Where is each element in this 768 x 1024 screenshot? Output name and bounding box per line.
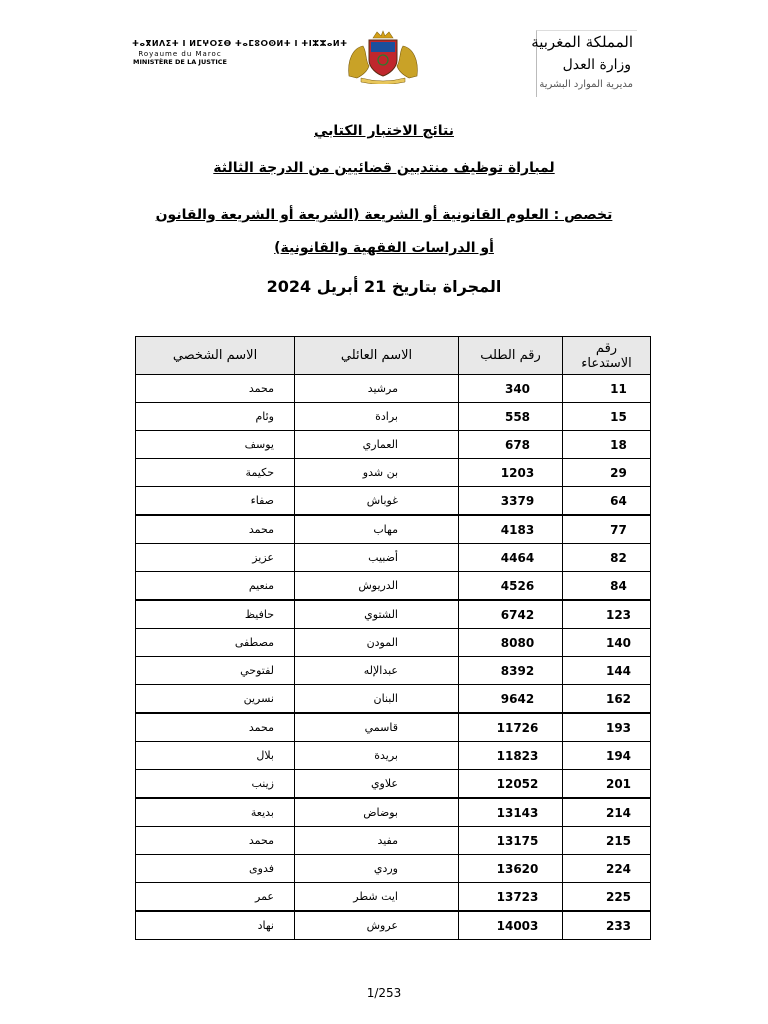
first-name-cell: عزيز [136,544,295,572]
table-row [136,713,651,742]
convocation-number-cell: 84 [563,572,651,601]
family-name-cell: بريدة [295,742,459,770]
ministry-text: وزارة العدل [562,57,631,73]
table-row [136,629,651,657]
convocation-number-cell: 201 [563,770,651,799]
family-name-cell: قاسمي [295,713,459,742]
first-name-cell: فدوى [136,855,295,883]
request-number-cell: 14003 [459,911,563,940]
first-name-cell: يوسف [136,431,295,459]
table-row [136,403,651,431]
first-name-cell: محمد [136,515,295,544]
convocation-number-cell: 11 [563,375,651,403]
first-name-cell: محمد [136,713,295,742]
family-name-cell: مهاب [295,515,459,544]
request-number-cell: 4526 [459,572,563,601]
first-name-cell: عمر [136,883,295,912]
family-name-cell: الدريوش [295,572,459,601]
request-number-cell: 13143 [459,798,563,827]
request-number-cell: 340 [459,375,563,403]
family-name-cell: العماري [295,431,459,459]
request-number-cell: 13620 [459,855,563,883]
family-name-cell: المودن [295,629,459,657]
request-number-cell: 6742 [459,600,563,629]
convocation-number-cell: 225 [563,883,651,912]
directorate-text: مديرية الموارد البشرية [539,79,633,90]
family-name-cell: الشتوي [295,600,459,629]
family-name-cell: مفيد [295,827,459,855]
first-name-cell: محمد [136,375,295,403]
first-name-cell: حكيمة [136,459,295,487]
family-name-cell: البنان [295,685,459,714]
request-number-cell: 4183 [459,515,563,544]
first-name-cell: بديعة [136,798,295,827]
request-number-cell: 11823 [459,742,563,770]
convocation-number-cell: 224 [563,855,651,883]
table-row [136,657,651,685]
table-row [136,375,651,403]
ministry-header-right [531,30,637,97]
convocation-number-cell: 140 [563,629,651,657]
table-row [136,487,651,516]
family-name-cell: عروش [295,911,459,940]
convocation-number-cell: 193 [563,713,651,742]
convocation-number-cell: 214 [563,798,651,827]
convocation-number-cell: 29 [563,459,651,487]
table-row [136,855,651,883]
title-specialty: تخصص : العلوم القانونية أو الشريعة (الشريعة أو الشريعة والقانون [155,207,613,223]
results-table [135,336,651,940]
family-name-cell: غوباش [295,487,459,516]
first-name-cell: نسرين [136,685,295,714]
royaume-text: Royaume du Maroc [138,50,222,58]
first-name-cell: لفتوحي [136,657,295,685]
convocation-number-cell: 77 [563,515,651,544]
family-name-cell: عبدالإله [295,657,459,685]
table-header-row [136,337,651,375]
convocation-number-cell: 82 [563,544,651,572]
ministere-text: MINISTÈRE DE LA JUSTICE [133,58,227,66]
title-results: نتائج الاختبار الكتابي [314,123,454,139]
convocation-number-cell: 215 [563,827,651,855]
table-row [136,515,651,544]
first-name-cell: زينب [136,770,295,799]
convocation-number-cell: 15 [563,403,651,431]
convocation-number-cell: 144 [563,657,651,685]
request-number-cell: 8392 [459,657,563,685]
first-name-cell: محمد [136,827,295,855]
table-row [136,827,651,855]
table-row [136,572,651,601]
table-row [136,459,651,487]
family-name-cell: برادة [295,403,459,431]
header-family-name: الاسم العائلي [295,337,459,375]
request-number-cell: 3379 [459,487,563,516]
family-name-cell: مرشيد [295,375,459,403]
header-request-number: رقم الطلب [459,337,563,375]
first-name-cell: مصطفى [136,629,295,657]
convocation-number-cell: 123 [563,600,651,629]
kingdom-text: المملكة المغربية [531,33,633,51]
title-specialty-cont: أو الدراسات الفقهية والقانونية) [274,240,494,256]
page-number: 1/253 [366,986,402,1000]
tifinagh-text: ⵜⴰⴳⵍⴷⵉⵜ ⵏ ⵍⵎⵖⵔⵉⴱ ⵜⴰⵎⵓⵔⵙⵍⵜ ⵏ ⵜⵏⵣⵣⴰⵍⵜ [132,39,348,48]
convocation-number-cell: 64 [563,487,651,516]
request-number-cell: 9642 [459,685,563,714]
family-name-cell: بوضاض [295,798,459,827]
family-name-cell: علاوي [295,770,459,799]
request-number-cell: 1203 [459,459,563,487]
first-name-cell: منعيم [136,572,295,601]
table-row [136,600,651,629]
convocation-number-cell: 233 [563,911,651,940]
table-row [136,431,651,459]
table-row [136,770,651,799]
request-number-cell: 13723 [459,883,563,912]
table-row [136,883,651,912]
request-number-cell: 678 [459,431,563,459]
header-first-name: الاسم الشخصي [136,337,295,375]
coat-of-arms-emblem [343,30,423,84]
convocation-number-cell: 162 [563,685,651,714]
request-number-cell: 558 [459,403,563,431]
first-name-cell: حافيظ [136,600,295,629]
family-name-cell: أضبيب [295,544,459,572]
table-row [136,911,651,940]
table-row [136,685,651,714]
title-competition: لمباراة توظيف منتدبين قضائيين من الدرجة الثالثة [213,160,555,176]
first-name-cell: نهاد [136,911,295,940]
first-name-cell: صفاء [136,487,295,516]
first-name-cell: بلال [136,742,295,770]
family-name-cell: ايت شطر [295,883,459,912]
convocation-number-cell: 18 [563,431,651,459]
request-number-cell: 11726 [459,713,563,742]
request-number-cell: 8080 [459,629,563,657]
request-number-cell: 12052 [459,770,563,799]
header-convocation-number: رقم الاستدعاء [563,337,651,375]
request-number-cell: 13175 [459,827,563,855]
table-row [136,798,651,827]
convocation-number-cell: 194 [563,742,651,770]
family-name-cell: بن شدو [295,459,459,487]
ministry-header-left [132,39,348,66]
first-name-cell: وئام [136,403,295,431]
table-row [136,544,651,572]
table-row [136,742,651,770]
family-name-cell: وردي [295,855,459,883]
title-date: المجراة بتاريخ 21 أبريل 2024 [266,277,502,296]
request-number-cell: 4464 [459,544,563,572]
